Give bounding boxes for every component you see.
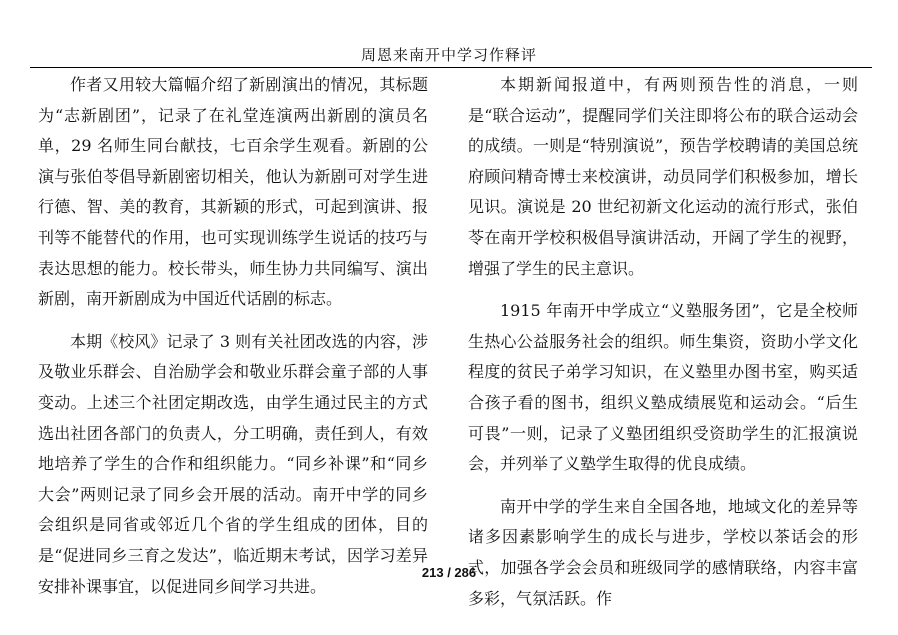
paragraph: 本期《校风》记录了 3 则有关社团改选的内容，涉及敬业乐群会、自治励学会和敬业乐群会童子部的人事变动。上述三个社团定期改选，由学生通过民主的方式选出社团各部门的负责人，分工明确，责任到人，有效地培养了学生的合作和组织能力。“同乡补课”和“同乡大会”两则记录了同乡会开展的活动。南开中学的同乡会组织是同省或邻近几个省的学生组成的团体，目的是“促进同乡三育之发达”，临近期末考试，因学习差异安排补课事宜，以促进同乡间学习共进。 <box>38 331 428 596</box>
paragraph: 南开中学的学生来自全国各地，地域文化的差异等诸多因素影响学生的成长与进步，学校以茶话会的形式，加强各学会会员和班级同学的感情联络，内容丰富多彩，气氛活跃。作 <box>468 496 858 608</box>
right-column <box>468 70 858 626</box>
header-rule <box>30 67 872 68</box>
running-header: 周恩来南开中学习作释评 <box>360 46 537 64</box>
page-number: 213 / 286 <box>421 565 477 580</box>
paragraph: 1915 年南开中学成立“义塾服务团”，它是全校师生热心公益服务社会的组织。师生集资，资助小学文化程度的贫民子弟学习知识，在义塾里办图书室，购买适合孩子看的图书，组织义塾成绩展览和运动会。“后生可畏”一则，记录了义塾团组织受资助学生的汇报演说会，并列举了义塾学生取得的优良成绩。 <box>468 301 858 474</box>
paragraph: 本期新闻报道中，有两则预告性的消息，一则是“联合运动”，提醒同学们关注即将公布的联合运动会的成绩。一则是“特别演说”，预告学校聘请的美国总统府顾问精奇博士来校演讲，动员同学们积极参加，增长见识。演说是 20 世纪初新文化运动的流行形式，张伯苓在南开学校积极倡导演讲活动，开阔了学生的视野，增强了学生的民主意识。 <box>468 75 858 278</box>
paragraph: 作者又用较大篇幅介绍了新剧演出的情况，其标题为“志新剧团”，记录了在礼堂连演两出新剧的演员名单，29 名师生同台献技，七百余学生观看。新剧的公演与张伯苓倡导新剧密切相关，他认为新剧可对学生进行德、智、美的教育，其新颖的形式，可起到演讲、报刊等不能替代的作用，也可实现训练学生说话的技巧与表达思想的能力。校长带头，师生协力共同编写、演出新剧，南开新剧成为中国近代话剧的标志。 <box>38 75 428 309</box>
left-column <box>38 70 428 614</box>
